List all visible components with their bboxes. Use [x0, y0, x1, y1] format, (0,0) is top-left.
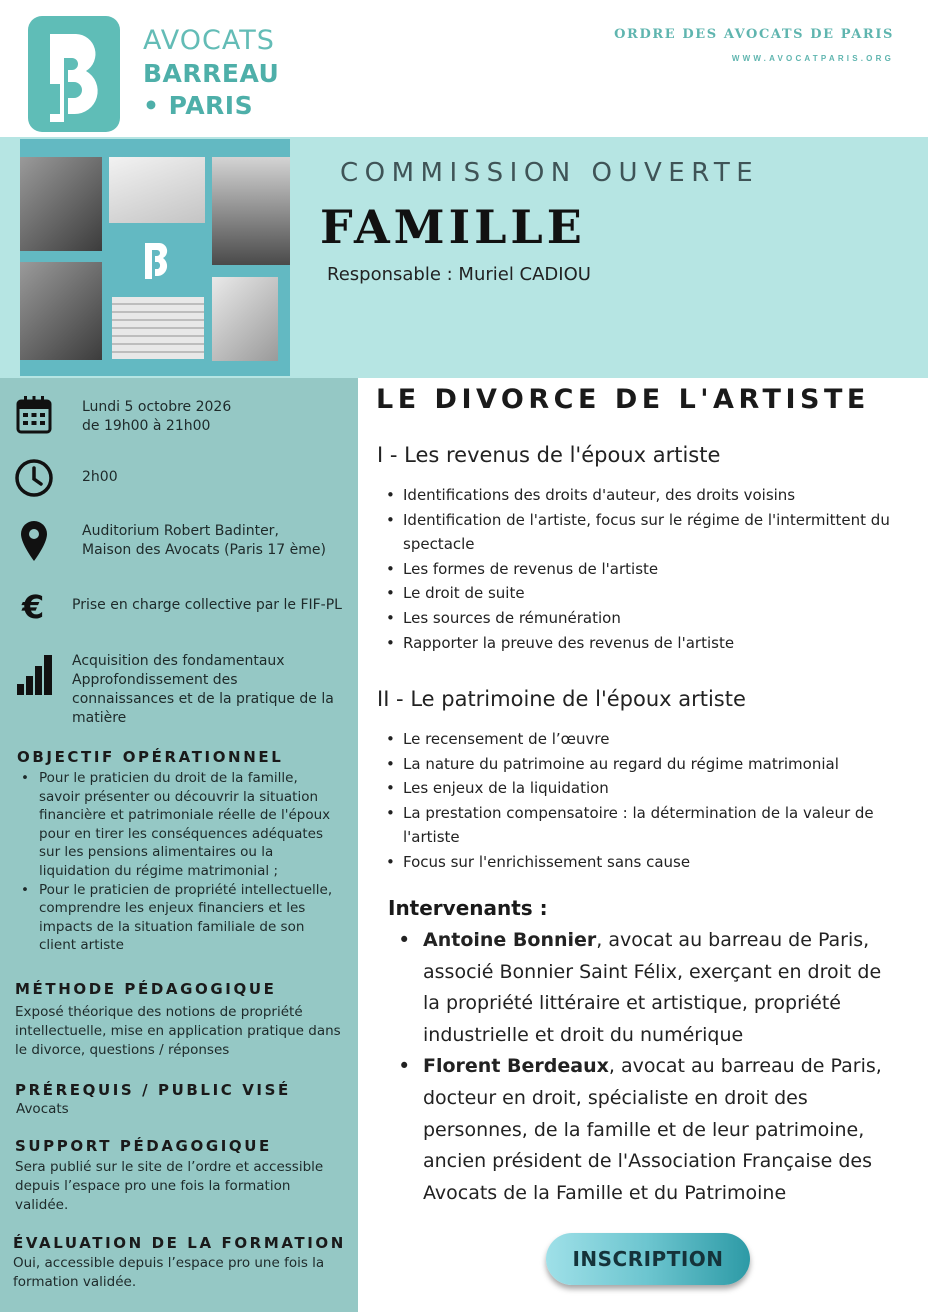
venue [82, 522, 326, 560]
list-item: • Pour le praticien du droit de la famille, savoir présenter ou découvrir la situation financière et patrimoniale réelle de l'époux pour en tirer les conséquences adéquates sur les pensions alimentaires ou la liquidation du régime matrimonial ; [18, 769, 338, 881]
evaluation-title: ÉVALUATION DE LA FORMATION [13, 1234, 346, 1252]
evaluation-text [13, 1254, 324, 1292]
moulding-photo [109, 157, 205, 223]
ordre-name: ORDRE DES AVOCATS DE PARIS [614, 27, 894, 42]
list-item: • Focus sur l'enrichissement sans cause [377, 850, 907, 875]
location-pin-icon [19, 520, 49, 562]
venue-line: Auditorium Robert Badinter, [82, 523, 279, 539]
list-item: • Rapporter la preuve des revenus de l'artiste [377, 631, 907, 656]
course-title: LE DIVORCE DE L'ARTISTE [376, 384, 870, 415]
methode-title: MÉTHODE PÉDAGOGIQUE [15, 980, 277, 998]
inscription-button[interactable]: INSCRIPTION [546, 1233, 750, 1285]
elderly-photo [20, 262, 102, 360]
text-line: formation validée. [13, 1274, 137, 1290]
part1-list [377, 483, 907, 655]
date-line: Lundi 5 octobre 2026 [82, 399, 232, 415]
funding: Prise en charge collective par le FIF-PL [72, 597, 342, 613]
logo-line-paris: • PARIS [143, 91, 254, 120]
family-photo [20, 157, 102, 251]
responsable-text: Responsable : Muriel CADIOU [327, 264, 591, 285]
text-line: depuis l’espace pro une fois la formation [15, 1178, 291, 1194]
methode-text [15, 1003, 341, 1060]
level-line: Acquisition des fondamentaux [72, 653, 285, 669]
session-date [82, 398, 231, 436]
logo-line-barreau: BARREAU [143, 59, 280, 88]
text-line: Sera publié sur le site de l’ordre et accessible [15, 1159, 324, 1175]
support-title: SUPPORT PÉDAGOGIQUE [15, 1137, 272, 1155]
intervenant-name: Antoine Bonnier [423, 929, 597, 951]
prerequis-text: Avocats [16, 1101, 69, 1117]
venue-line: Maison des Avocats (Paris 17 ème) [82, 542, 326, 558]
ordre-website-link[interactable]: WWW.AVOCATPARIS.ORG [731, 54, 894, 63]
list-item: • La nature du patrimoine au regard du régime matrimonial [377, 752, 907, 777]
support-text [15, 1158, 323, 1215]
euro-icon [20, 590, 50, 622]
list-item: • Les sources de rémunération [377, 606, 907, 631]
commission-label: COMMISSION OUVERTE [340, 158, 760, 188]
list-item: • Les formes de revenus de l'artiste [377, 557, 907, 582]
part2-heading: II - Le patrimoine de l'époux artiste [377, 687, 746, 711]
page-title: FAMILLE [320, 200, 586, 254]
staircase-photo [112, 297, 204, 359]
intervenants-list [396, 925, 896, 1209]
intervenant-desc: , avocat au barreau de Paris, docteur en droit, spécialiste en droit des personnes, de la famille et de leur patrimoine, ancien président de l'Association Française des Avocats de la Famille et du Patrimoine [423, 1055, 882, 1204]
intervenant-name: Florent Berdeaux [423, 1055, 609, 1078]
level-bars-icon [16, 654, 54, 696]
list-item: • Identifications des droits d'auteur, des droits voisins [377, 483, 907, 508]
mother-child-photo [212, 277, 278, 361]
text-line: intellectuelle, mise en application pratique dans [15, 1023, 341, 1039]
text-line: Exposé théorique des notions de propriété [15, 1004, 303, 1020]
barreau-logo-icon [28, 16, 120, 132]
duration: 2h00 [82, 469, 118, 485]
intervenant-item [396, 925, 896, 1051]
clock-icon [14, 458, 54, 498]
ordre-header [614, 27, 894, 63]
barreau-small-logo-icon [141, 239, 175, 285]
level-line: matière [72, 710, 127, 726]
list-item: • Les enjeux de la liquidation [377, 776, 907, 801]
city-photo [212, 157, 290, 265]
time-line: de 19h00 à 21h00 [82, 418, 211, 434]
level-line: Approfondissement des [72, 672, 238, 688]
intervenants-title: Intervenants : [388, 896, 548, 920]
photo-collage [20, 139, 290, 376]
level-line: connaissances et de la pratique de la [72, 691, 334, 707]
logo-wordmark [143, 24, 279, 122]
list-item: • Le droit de suite [377, 581, 907, 606]
part1-heading: I - Les revenus de l'époux artiste [377, 443, 721, 467]
prerequis-title: PRÉREQUIS / PUBLIC VISÉ [15, 1081, 291, 1099]
text-line: validée. [15, 1197, 69, 1213]
list-item: • Identification de l'artiste, focus sur le régime de l'intermittent du spectacle [377, 508, 907, 557]
part2-list [377, 727, 907, 875]
calendar-icon [15, 395, 53, 435]
text-line: Oui, accessible depuis l’espace pro une fois la [13, 1255, 325, 1271]
list-item: • Pour le praticien de propriété intellectuelle, comprendre les enjeux financiers et les impacts de la situation familiale de son client artiste [18, 881, 338, 955]
objectif-title: OBJECTIF OPÉRATIONNEL [17, 748, 284, 766]
list-item: • La prestation compensatoire : la détermination de la valeur de l'artiste [377, 801, 907, 850]
intervenant-desc: , avocat au barreau de Paris, associé Bonnier Saint Félix, exerçant en droit de la propriété littéraire et artistique, propriété industrielle et droit du numérique [423, 929, 882, 1046]
svg-text:€: € [22, 590, 45, 622]
objectif-list [18, 769, 338, 955]
logo-line-avocats: AVOCATS [143, 25, 275, 56]
list-item: • Le recensement de l’œuvre [377, 727, 907, 752]
text-line: le divorce, questions / réponses [15, 1042, 230, 1058]
intervenant-item [396, 1051, 896, 1209]
level [72, 652, 334, 728]
